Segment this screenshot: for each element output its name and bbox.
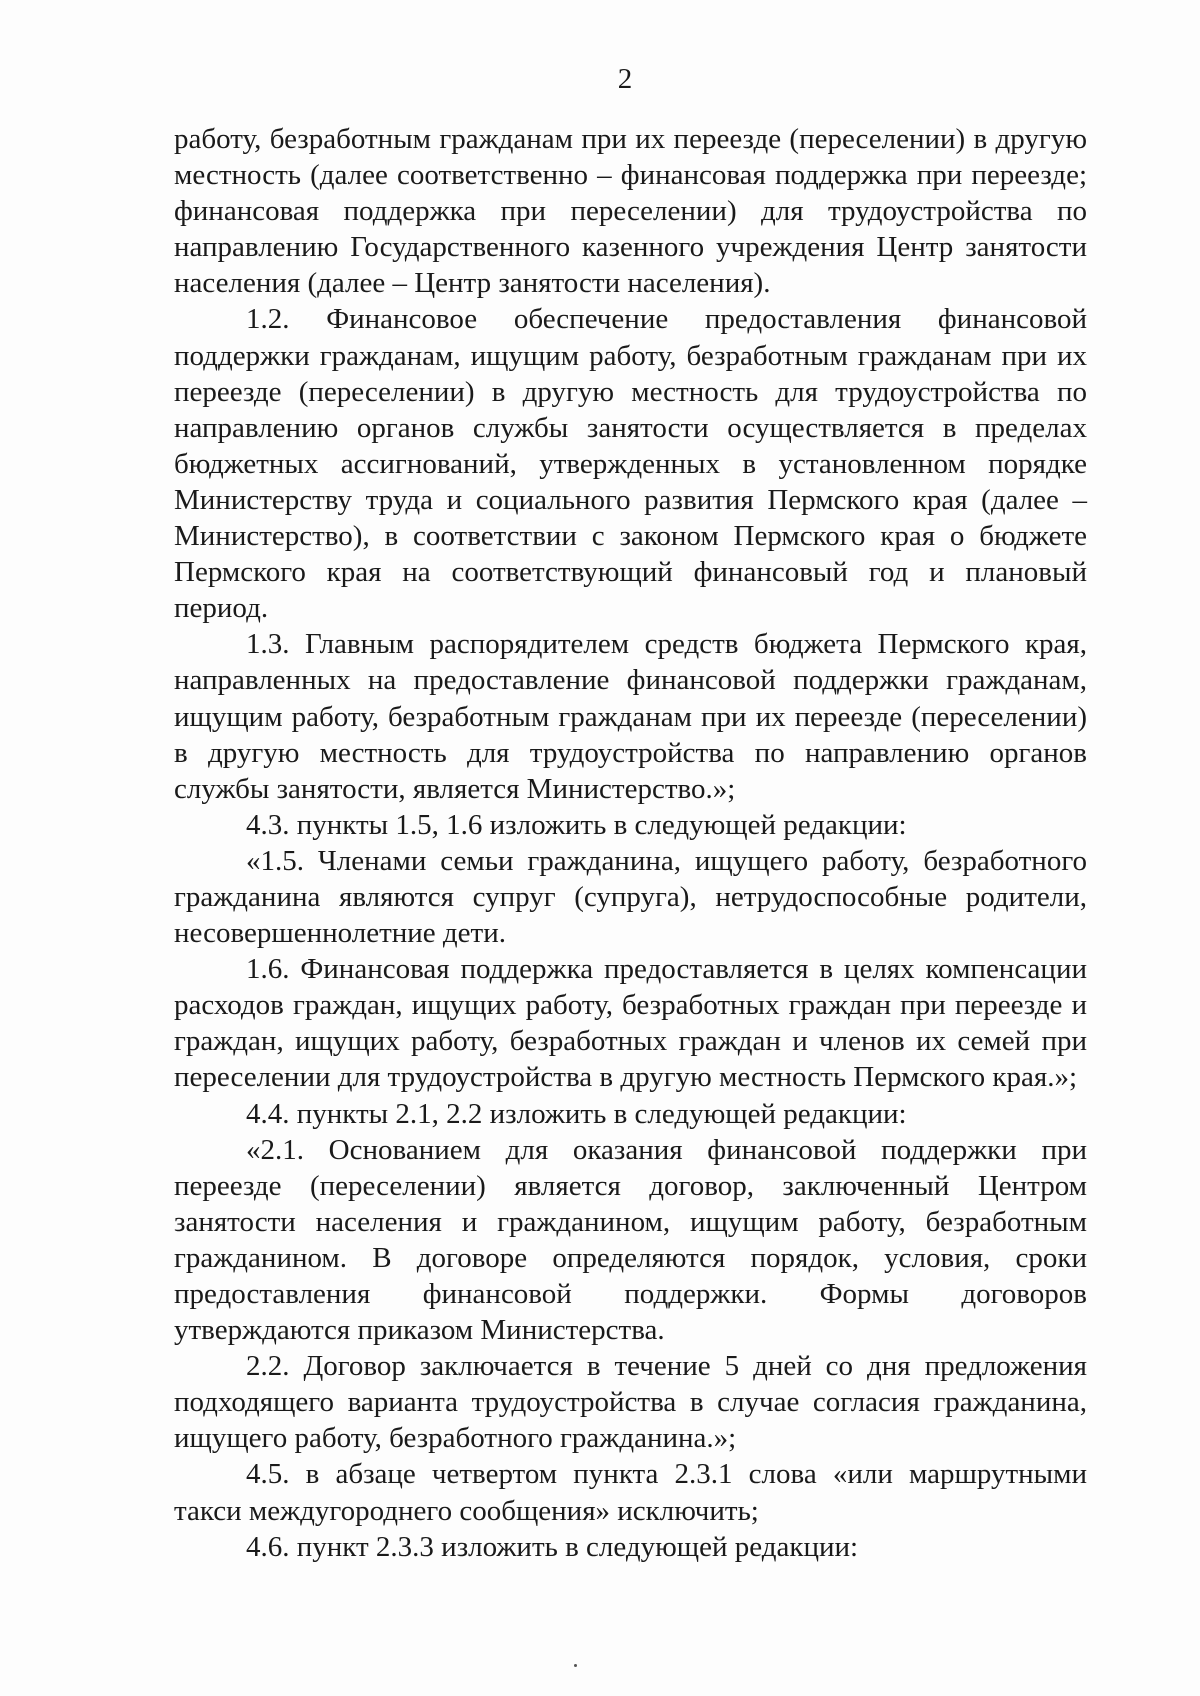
paragraph-continuation: работу, безработным гражданам при их переезде (переселении) в другую местность (далее соответственно – финансовая поддержка при переезде; финансовая поддержка при переселении) для трудоустройства по направлению Государственного казенного учреждения Центр занятости населения (далее – Центр занятости населения). xyxy=(174,123,1087,300)
paragraph-1-2: 1.2. Финансовое обеспечение предоставления финансовой поддержки гражданам, ищущим работу, безработным гражданам при их переезде (переселении) в другую местность для трудоустройства по направлению органов службы занятости осуществляется в пределах бюджетных ассигнований, утвержденных в установленном порядке Министерству труда и социального развития Пермского края (далее – Министерство), в соответствии с законом Пермского края о бюджете Пермского края на соответствующий финансовый год и плановый период. xyxy=(174,303,1087,625)
paragraph-2-2: 2.2. Договор заключается в течение 5 дней со дня предложения подходящего варианта трудоустройства в случае согласия гражданина, ищущего работу, безработного гражданина.»; xyxy=(174,1350,1087,1455)
paragraph-4-5: 4.5. в абзаце четвертом пункта 2.3.1 слова «или маршрутными такси междугороднего сообщения» исключить; xyxy=(174,1458,1087,1527)
page-number: 2 xyxy=(617,63,633,95)
paragraph-4-6: 4.6. пункт 2.3.3 изложить в следующей редакции: xyxy=(246,1530,859,1563)
paragraph-2-1: «2.1. Основанием для оказания финансовой поддержки при переезде (переселении) является договор, заключенный Центром занятости населения и гражданином, ищущим работу, безработным гражданином. В договоре определяются порядок, условия, сроки предоставления финансовой поддержки. Формы договоров утверждаются приказом Министерства. xyxy=(174,1133,1087,1347)
paragraph-1-3: 1.3. Главным распорядителем средств бюджета Пермского края, направленных на предоставление финансовой поддержки гражданам, ищущим работу, безработным гражданам при их переезде (переселении) в другую местность для трудоустройства по направлению органов службы занятости, является Министерство.»; xyxy=(174,628,1087,805)
paragraph-4-3: 4.3. пункты 1.5, 1.6 изложить в следующей редакции: xyxy=(246,808,907,841)
document-body xyxy=(174,121,1087,1565)
paragraph-4-4: 4.4. пункты 2.1, 2.2 изложить в следующей редакции: xyxy=(246,1097,907,1130)
scan-artifact-dot xyxy=(574,1664,577,1667)
paragraph-1-6: 1.6. Финансовая поддержка предоставляется в целях компенсации расходов граждан, ищущих работу, безработных граждан при переезде и граждан, ищущих работу, безработных граждан и членов их семей при переселении для трудоустройства в другую местность Пермского края.»; xyxy=(174,953,1087,1094)
paragraph-1-5: «1.5. Членами семьи гражданина, ищущего работу, безработного гражданина являются супруг (супруга), нетрудоспособные родители, несовершеннолетние дети. xyxy=(174,844,1087,950)
